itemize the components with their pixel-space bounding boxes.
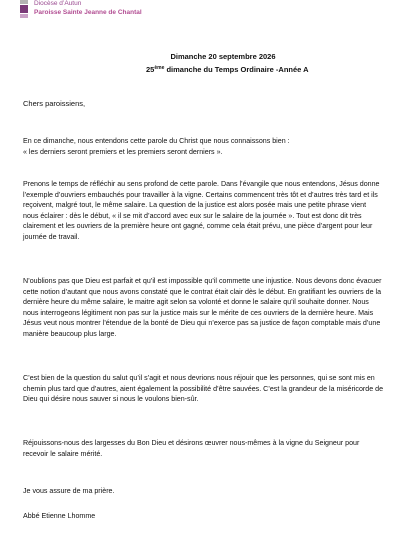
paragraph-reflection bbox=[23, 179, 383, 242]
parish-header bbox=[20, 0, 280, 22]
sunday-number: 25 bbox=[146, 65, 155, 74]
diocese-name: Diocèse d’Autun bbox=[34, 0, 82, 7]
liturgical-year: Année A bbox=[278, 65, 309, 74]
paragraph-text: Réjouissons-nous des largesses du Bon Dieu et désirons œuvrer nous-mêmes à la vigne du Seigneur pour recevoir le salaire mérité. bbox=[23, 439, 360, 458]
paragraph-text: En ce dimanche, nous entendons cette parole du Christ que nous connaissons bien : « les derniers seront premiers et les premiers seront derniers ». bbox=[23, 137, 290, 156]
diocese-logo bbox=[20, 0, 28, 18]
sunday-ordinal-suffix: ème bbox=[154, 65, 165, 71]
logo-stripe bbox=[20, 5, 28, 13]
parish-name: Paroisse Sainte Jeanne de Chantal bbox=[34, 9, 142, 16]
letter-date: Dimanche 20 septembre 2026 bbox=[170, 52, 276, 61]
logo-stripe bbox=[20, 14, 28, 18]
liturgical-sunday bbox=[146, 65, 309, 74]
closing-line: Je vous assure de ma prière. bbox=[23, 487, 115, 495]
paragraph-text: N’oublions pas que Dieu est parfait et qu’il est impossible qu’il commette une injustice. Nous devons donc évacuer cette notion d’autant que nous avons constaté que le contrat était clair dès le début. En gratifiant les ouvriers de la dernière heure du même salaire, le maitre agit selon sa volonté et donne le salaire qu’il souhaite donner. Nous nous interrogeons légitiment non pas sur la justice mais sur le mérite de ces ouvriers de la dernière heure. Mais Jésus veut nous montrer l’étendue de la bonté de Dieu qui n’exerce pas sa justice de façon comptable mais d’une manière beaucoup plus large. bbox=[23, 277, 382, 338]
paragraph-salvation bbox=[23, 373, 383, 405]
paragraph-justice bbox=[23, 276, 383, 339]
paragraph-exhortation bbox=[23, 438, 383, 459]
paragraph-text: Prenons le temps de réfléchir au sens profond de cette parole. Dans l’évangile que nous entendons, Jésus donne l’exemple d’ouvriers embauchés pour travailler à la vigne. Certains commencent très tôt et d’autres très tard et ils reçoivent, malgré tout, le même salaire. La question de la justice est alors posée mais une petite phrase vient nous éclairer : dès le début, « il se mit d’accord avec eux sur le salaire de la journée ». Tout est donc dit très clairement et les ouvriers de la première heure ont gagné, comme cela était prévu, une pièce d’argent pour leur journée de travail. bbox=[23, 180, 380, 241]
logo-stripe bbox=[20, 0, 28, 4]
sunday-text: dimanche du Temps Ordinaire - bbox=[164, 65, 279, 74]
greeting: Chers paroissiens, bbox=[23, 99, 86, 108]
paragraph-text: C’est bien de la question du salut qu’il s’agit et nous devrions nous réjouir que les personnes, qui se sont mis en chemin plus tard que d’autres, aient également la possibilité d’être sauvées. C’est la grandeur de la miséricorde de Dieu qui désire nous sauver si nous le voulons bien-sûr. bbox=[23, 374, 384, 404]
signature: Abbé Etienne Lhomme bbox=[23, 512, 96, 520]
paragraph-intro bbox=[23, 136, 383, 157]
